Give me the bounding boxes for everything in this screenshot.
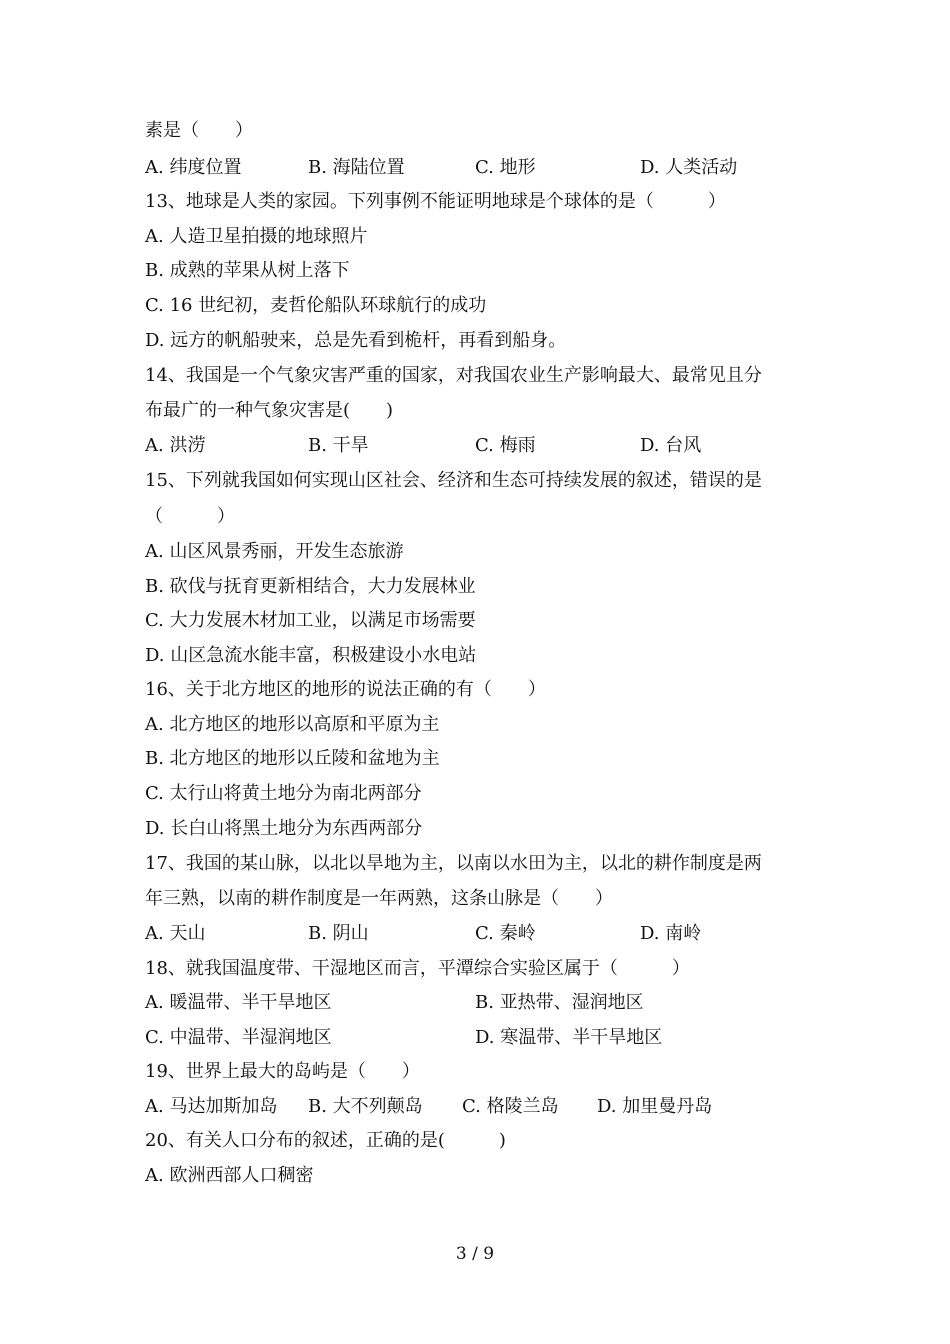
q19-option-d: D. 加里曼丹岛 [597,1096,713,1117]
q15-option-c: C. 大力发展木材加工业，以满足市场需要 [145,610,476,631]
q20-stem: 20、有关人口分布的叙述，正确的是( ) [145,1130,506,1151]
q16-option-c: C. 太行山将黄土地分为南北两部分 [145,783,422,804]
q13-option-a: A. 人造卫星拍摄的地球照片 [145,226,368,247]
q17-options-row [145,922,702,946]
q18-option-b: B. 亚热带、湿润地区 [475,992,644,1013]
q12-option-a: A. 纬度位置 [145,157,242,178]
q14-option-d: D. 台风 [640,435,702,456]
q17-option-a: A. 天山 [145,923,206,944]
q15-stem-line1: 15、下列就我国如何实现山区社会、经济和生态可持续发展的叙述，错误的是 [145,470,762,491]
q12-option-b: B. 海陆位置 [308,157,405,178]
q18-option-a: A. 暖温带、半干旱地区 [145,992,332,1013]
q18-options-row1 [145,991,644,1015]
q14-option-a: A. 洪涝 [145,435,206,456]
q12-option-d: D. 人类活动 [640,157,738,178]
q15-option-d: D. 山区急流水能丰富，积极建设小水电站 [145,645,477,666]
q20-option-a: A. 欧洲西部人口稠密 [145,1165,314,1186]
q14-option-b: B. 干旱 [308,435,369,456]
q16-option-a: A. 北方地区的地形以高原和平原为主 [145,714,440,735]
q12-option-c: C. 地形 [475,157,536,178]
q19-options-row [145,1095,713,1119]
q17-option-b: B. 阴山 [308,923,369,944]
q16-stem: 16、关于北方地区的地形的说法正确的有（ ） [145,679,546,700]
q19-option-a: A. 马达加斯加岛 [145,1096,278,1117]
page-number: 3 / 9 [455,1244,495,1264]
q18-option-d: D. 寒温带、半干旱地区 [475,1027,663,1048]
q14-stem-line2: 布最广的一种气象灾害是( ) [145,400,394,421]
q14-option-c: C. 梅雨 [475,435,536,456]
q13-option-d: D. 远方的帆船驶来，总是先看到桅杆，再看到船身。 [145,330,567,351]
q15-stem-line2: （ ） [145,506,235,527]
q16-option-d: D. 长白山将黑土地分为东西两部分 [145,818,423,839]
q16-option-b: B. 北方地区的地形以丘陵和盆地为主 [145,748,440,769]
q19-option-c: C. 格陵兰岛 [462,1096,559,1117]
q18-stem: 18、就我国温度带、干湿地区而言，平潭综合实验区属于（ ） [145,958,690,979]
q13-option-c: C. 16 世纪初，麦哲伦船队环球航行的成功 [145,295,487,316]
q15-option-a: A. 山区风景秀丽，开发生态旅游 [145,541,404,562]
q12-stem-continuation: 素是（ ） [145,120,253,141]
q17-stem-line1: 17、我国的某山脉，以北以旱地为主，以南以水田为主，以北的耕作制度是两 [145,853,762,874]
q19-option-b: B. 大不列颠岛 [308,1096,423,1117]
q14-stem-line1: 14、我国是一个气象灾害严重的国家，对我国农业生产影响最大、最常见且分 [145,365,762,386]
q12-options-row [145,156,738,180]
q18-options-row2 [145,1026,663,1050]
q17-option-c: C. 秦岭 [475,923,536,944]
q19-stem: 19、世界上最大的岛屿是（ ） [145,1061,420,1082]
q17-stem-line2: 年三熟，以南的耕作制度是一年两熟，这条山脉是（ ） [145,888,613,909]
q15-option-b: B. 砍伐与抚育更新相结合，大力发展林业 [145,576,476,597]
q13-stem: 13、地球是人类的家园。下列事例不能证明地球是个球体的是（ ） [145,191,726,212]
q14-options-row [145,434,702,458]
q18-option-c: C. 中温带、半湿润地区 [145,1027,332,1048]
q13-option-b: B. 成熟的苹果从树上落下 [145,260,350,281]
q17-option-d: D. 南岭 [640,923,702,944]
